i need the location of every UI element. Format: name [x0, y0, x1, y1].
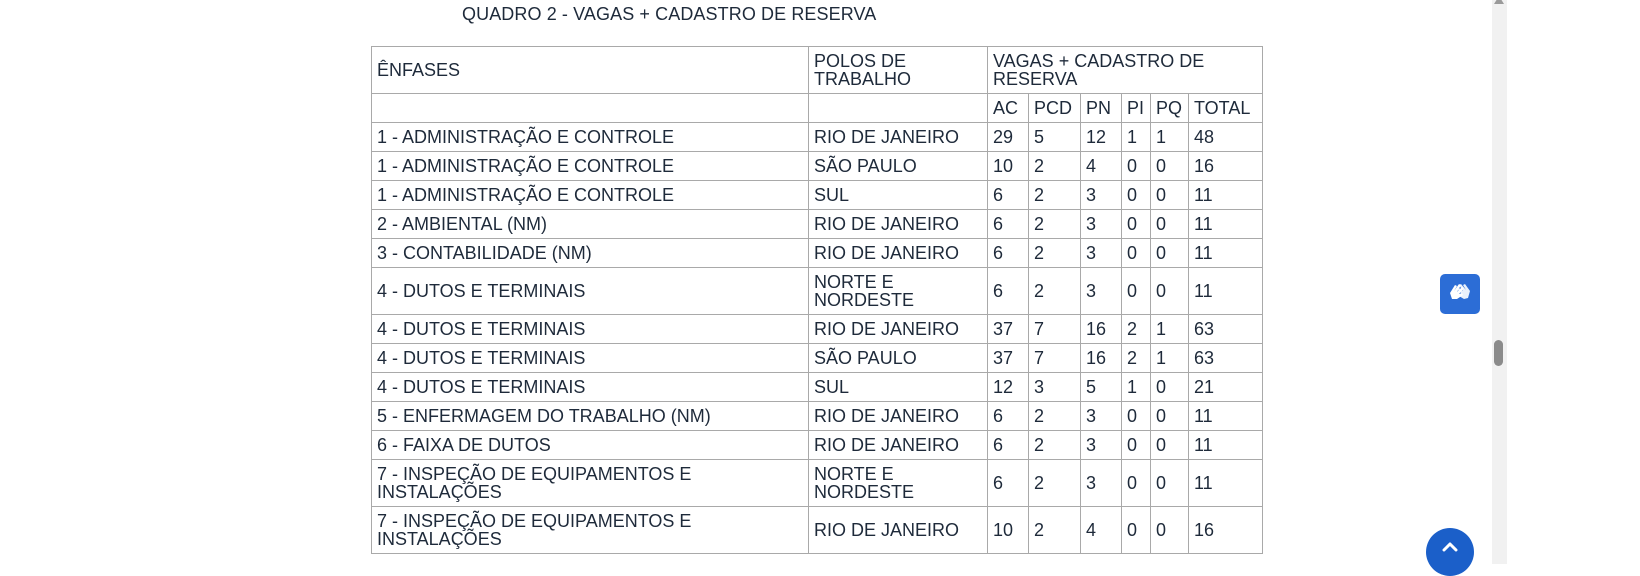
cell-pcd: 2 [1029, 210, 1081, 239]
cell-polo-line: RIO DE JANEIRO [814, 435, 960, 455]
sign-language-hands-icon [1447, 281, 1473, 308]
cell-enfase [372, 210, 809, 239]
table-row [372, 507, 1263, 554]
table-row [372, 268, 1263, 315]
cell-enfase [372, 402, 809, 431]
cell-ac: 12 [988, 373, 1029, 402]
cell-total: 48 [1189, 123, 1263, 152]
header-enfases: ÊNFASES [372, 47, 809, 94]
cell-ac: 29 [988, 123, 1029, 152]
cell-pi: 0 [1122, 239, 1151, 268]
cell-enfase-line: 6 - FAIXA DE DUTOS [377, 435, 551, 455]
cell-pcd: 7 [1029, 344, 1081, 373]
cell-total: 11 [1189, 239, 1263, 268]
subheader-pi: PI [1122, 94, 1151, 123]
cell-polo [809, 460, 988, 507]
cell-ac: 6 [988, 210, 1029, 239]
cell-polo [809, 373, 988, 402]
cell-polo [809, 123, 988, 152]
cell-polo [809, 507, 988, 554]
cell-pq: 0 [1151, 431, 1189, 460]
cell-enfase [372, 268, 809, 315]
table-row [372, 152, 1263, 181]
cell-pi: 0 [1122, 507, 1151, 554]
header-vagas-line1: VAGAS + CADASTRO DE [993, 51, 1205, 71]
cell-enfase [372, 373, 809, 402]
cell-pcd: 2 [1029, 507, 1081, 554]
cell-pi: 0 [1122, 152, 1151, 181]
header-vagas [988, 47, 1263, 94]
cell-polo [809, 402, 988, 431]
cell-enfase-line: 1 - ADMINISTRAÇÃO E CONTROLE [377, 156, 675, 176]
cell-enfase [372, 152, 809, 181]
cell-pn: 5 [1081, 373, 1122, 402]
cell-polo [809, 152, 988, 181]
cell-ac: 6 [988, 402, 1029, 431]
table-title: QUADRO 2 - VAGAS + CADASTRO DE RESERVA [462, 4, 877, 24]
header-polos-line1: POLOS DE [814, 51, 907, 71]
table-row [372, 431, 1263, 460]
cell-enfase-line: 5 - ENFERMAGEM DO TRABALHO (NM) [377, 406, 711, 426]
subheader-total: TOTAL [1189, 94, 1263, 123]
cell-total: 11 [1189, 268, 1263, 315]
cell-polo [809, 210, 988, 239]
cell-pcd: 2 [1029, 239, 1081, 268]
cell-pq: 0 [1151, 210, 1189, 239]
cell-pn: 4 [1081, 152, 1122, 181]
accessibility-button[interactable] [1440, 274, 1480, 314]
cell-pn: 3 [1081, 431, 1122, 460]
cell-enfase-line: 4 - DUTOS E TERMINAIS [377, 281, 586, 301]
cell-enfase [372, 431, 809, 460]
cell-pn: 12 [1081, 123, 1122, 152]
cell-polo-line: SÃO PAULO [814, 348, 917, 368]
cell-polo-line: NORDESTE [814, 290, 915, 310]
cell-total: 16 [1189, 507, 1263, 554]
cell-pcd: 2 [1029, 268, 1081, 315]
cell-enfase-line: 4 - DUTOS E TERMINAIS [377, 319, 586, 339]
cell-polo-line: RIO DE JANEIRO [814, 319, 960, 339]
cell-total: 63 [1189, 344, 1263, 373]
cell-pq: 0 [1151, 239, 1189, 268]
cell-polo-line: SUL [814, 185, 850, 205]
cell-enfase [372, 123, 809, 152]
cell-total: 11 [1189, 181, 1263, 210]
cell-polo [809, 344, 988, 373]
cell-pq: 1 [1151, 123, 1189, 152]
table-row [372, 210, 1263, 239]
cell-total: 63 [1189, 315, 1263, 344]
subheader-pn: PN [1081, 94, 1122, 123]
cell-pi: 2 [1122, 315, 1151, 344]
cell-polo [809, 239, 988, 268]
cell-pn: 3 [1081, 210, 1122, 239]
cell-enfase [372, 507, 809, 554]
cell-enfase [372, 344, 809, 373]
cell-enfase-line: INSTALAÇÕES [377, 529, 502, 549]
cell-pn: 16 [1081, 315, 1122, 344]
cell-polo-line: NORTE E [814, 464, 894, 484]
cell-polo-line: SÃO PAULO [814, 156, 917, 176]
subheader-pq: PQ [1151, 94, 1189, 123]
cell-enfase-line: 2 - AMBIENTAL (NM) [377, 214, 548, 234]
cell-enfase [372, 181, 809, 210]
cell-pq: 0 [1151, 460, 1189, 507]
cell-pq: 0 [1151, 402, 1189, 431]
vagas-table [371, 46, 1263, 554]
cell-polo-line: SUL [814, 377, 850, 397]
cell-enfase-line: 1 - ADMINISTRAÇÃO E CONTROLE [377, 127, 675, 147]
cell-pi: 1 [1122, 123, 1151, 152]
table-row [372, 402, 1263, 431]
cell-pn: 3 [1081, 181, 1122, 210]
cell-pcd: 2 [1029, 431, 1081, 460]
cell-ac: 10 [988, 507, 1029, 554]
cell-total: 11 [1189, 431, 1263, 460]
cell-enfase-line: INSTALAÇÕES [377, 482, 502, 502]
cell-ac: 6 [988, 268, 1029, 315]
cell-ac: 6 [988, 431, 1029, 460]
table-row [372, 315, 1263, 344]
table-row [372, 460, 1263, 507]
cell-pq: 0 [1151, 268, 1189, 315]
cell-pn: 4 [1081, 507, 1122, 554]
cell-pi: 0 [1122, 181, 1151, 210]
scrollbar-thumb[interactable] [1494, 340, 1503, 366]
cell-enfase-line: 4 - DUTOS E TERMINAIS [377, 377, 586, 397]
cell-pn: 3 [1081, 239, 1122, 268]
header-polos-line2: TRABALHO [814, 69, 912, 89]
cell-pi: 0 [1122, 431, 1151, 460]
cell-polo-line: NORTE E [814, 272, 894, 292]
cell-pi: 0 [1122, 210, 1151, 239]
cell-pn: 3 [1081, 268, 1122, 315]
subheader-pcd: PCD [1029, 94, 1081, 123]
cell-ac: 6 [988, 460, 1029, 507]
cell-total: 21 [1189, 373, 1263, 402]
cell-pcd: 5 [1029, 123, 1081, 152]
cell-pq: 0 [1151, 181, 1189, 210]
cell-pcd: 3 [1029, 373, 1081, 402]
cell-total: 11 [1189, 460, 1263, 507]
cell-polo [809, 268, 988, 315]
cell-total: 16 [1189, 152, 1263, 181]
cell-polo [809, 181, 988, 210]
subheader-ac: AC [988, 94, 1029, 123]
cell-enfase [372, 315, 809, 344]
cell-enfase-line: 1 - ADMINISTRAÇÃO E CONTROLE [377, 185, 675, 205]
cell-pn: 3 [1081, 460, 1122, 507]
cell-enfase-line: 3 - CONTABILIDADE (NM) [377, 243, 592, 263]
cell-pcd: 2 [1029, 152, 1081, 181]
cell-total: 11 [1189, 402, 1263, 431]
subheader-empty-polos [809, 94, 988, 123]
cell-polo-line: NORDESTE [814, 482, 915, 502]
cell-pi: 0 [1122, 268, 1151, 315]
cell-pi: 0 [1122, 460, 1151, 507]
cell-pq: 1 [1151, 315, 1189, 344]
cell-polo [809, 431, 988, 460]
table-row [372, 373, 1263, 402]
cell-total: 11 [1189, 210, 1263, 239]
table-subheader-row [372, 94, 1263, 123]
cell-ac: 37 [988, 315, 1029, 344]
cell-polo-line: RIO DE JANEIRO [814, 243, 960, 263]
cell-polo-line: RIO DE JANEIRO [814, 406, 960, 426]
header-polos [809, 47, 988, 94]
cell-pcd: 2 [1029, 181, 1081, 210]
cell-pn: 16 [1081, 344, 1122, 373]
cell-enfase-line: 4 - DUTOS E TERMINAIS [377, 348, 586, 368]
cell-pi: 2 [1122, 344, 1151, 373]
cell-enfase [372, 239, 809, 268]
cell-ac: 37 [988, 344, 1029, 373]
cell-ac: 6 [988, 239, 1029, 268]
table-row [372, 123, 1263, 152]
back-to-top-button[interactable] [1426, 528, 1474, 576]
cell-pq: 1 [1151, 344, 1189, 373]
chevron-up-icon [1441, 528, 1459, 557]
cell-pq: 0 [1151, 152, 1189, 181]
cell-polo-line: RIO DE JANEIRO [814, 214, 960, 234]
cell-pq: 0 [1151, 373, 1189, 402]
cell-pn: 3 [1081, 402, 1122, 431]
cell-pcd: 2 [1029, 460, 1081, 507]
scroll-up-arrow-icon[interactable] [1494, 0, 1504, 4]
table-row [372, 239, 1263, 268]
cell-pi: 0 [1122, 402, 1151, 431]
cell-enfase-line: 7 - INSPEÇÃO DE EQUIPAMENTOS E [377, 464, 692, 484]
cell-enfase-line: 7 - INSPEÇÃO DE EQUIPAMENTOS E [377, 511, 692, 531]
cell-pi: 1 [1122, 373, 1151, 402]
page-scrollbar[interactable] [1492, 0, 1507, 564]
cell-polo [809, 315, 988, 344]
header-vagas-line2: RESERVA [993, 69, 1078, 89]
cell-pq: 0 [1151, 507, 1189, 554]
cell-pcd: 7 [1029, 315, 1081, 344]
cell-polo-line: RIO DE JANEIRO [814, 520, 960, 540]
table-header-row [372, 47, 1263, 94]
table-row [372, 344, 1263, 373]
subheader-empty-enfases [372, 94, 809, 123]
cell-pcd: 2 [1029, 402, 1081, 431]
cell-polo-line: RIO DE JANEIRO [814, 127, 960, 147]
cell-ac: 6 [988, 181, 1029, 210]
cell-enfase [372, 460, 809, 507]
table-row [372, 181, 1263, 210]
cell-ac: 10 [988, 152, 1029, 181]
